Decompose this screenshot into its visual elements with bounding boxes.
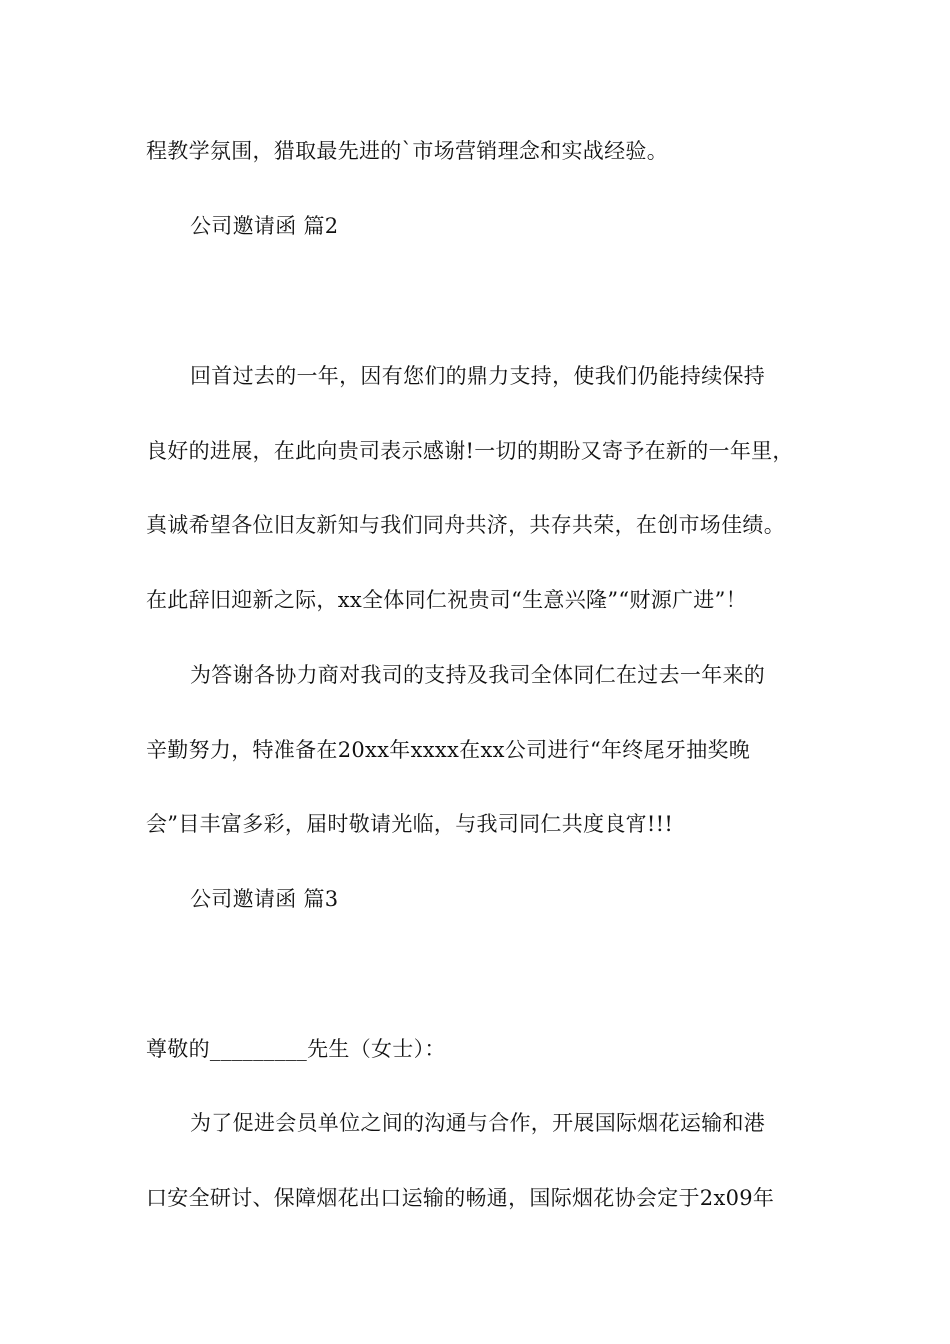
paragraph-line: 程教学氛围，猎取最先进的`市场营销理念和实战经验。 [146, 139, 668, 163]
paragraph-line: 良好的进展，在此向贵司表示感谢!一切的期盼又寄予在新的一年里， [146, 439, 794, 463]
paragraph-line: 辛勤努力，特准备在20xx年xxxx在xx公司进行“年终尾牙抽奖晚 [146, 738, 751, 762]
section-heading-2: 公司邀请函 篇2 [190, 214, 339, 238]
paragraph-line: 为答谢各协力商对我司的支持及我司全体同仁在过去一年来的 [190, 663, 766, 687]
paragraph-line: 会”目丰富多彩，届时敬请光临，与我司同仁共度良宵!!! [146, 812, 674, 836]
paragraph-line: 在此辞旧迎新之际，xx全体同仁祝贵司“生意兴隆”“财源广进”！ [146, 588, 747, 612]
paragraph-line: 回首过去的一年，因有您们的鼎力支持，使我们仍能持续保持 [190, 364, 766, 388]
section-heading-3: 公司邀请函 篇3 [190, 887, 339, 911]
paragraph-line: 真诚希望各位旧友新知与我们同舟共济，共存共荣，在创市场佳绩。 [146, 513, 785, 537]
paragraph-line: 口安全研讨、保障烟花出口运输的畅通，国际烟花协会定于2x09年 [146, 1186, 775, 1210]
salutation-line: 尊敬的_________先生（女士）： [146, 1037, 446, 1061]
paragraph-line: 为了促进会员单位之间的沟通与合作，开展国际烟花运输和港 [190, 1111, 766, 1135]
